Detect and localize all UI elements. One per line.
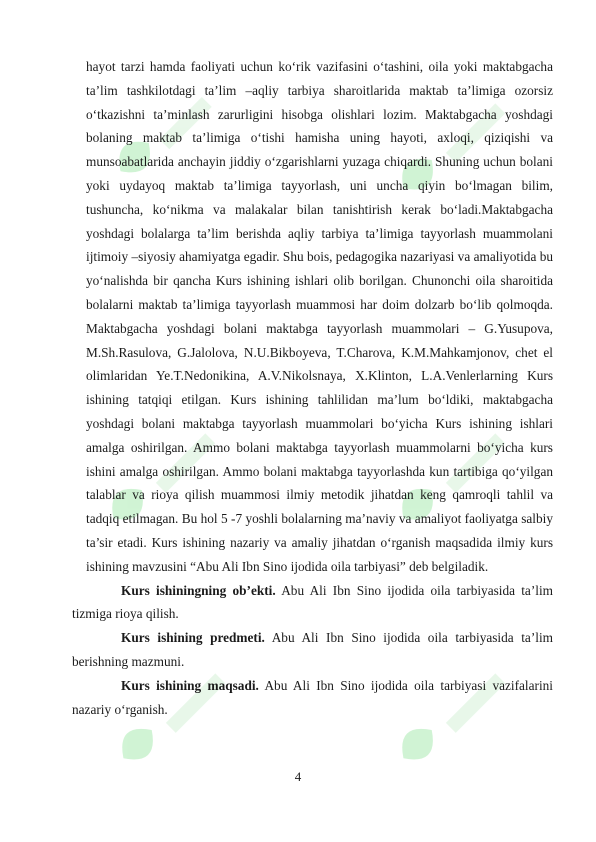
course-goal-paragraph	[72, 674, 553, 722]
main-paragraph: hayot tarzi hamda faoliyati uchun ko‘rik vazifasini o‘tashini, oila yoki maktabgacha ta’lim tashkilotdagi ta’lim –aqliy tarbiya sharoitlarida maktab ta’limiga ozorsiz o‘tkazishni ta’minlash zarurligini hisobga olishlari lozim. Maktabgacha yoshdagi bolaning maktab ta’limiga o‘tishi hamisha uning hayoti, axloqi, qiziqishi va munsoabatlarida anchayin jiddiy o‘zgarishlarni yuzaga chiqardi. Shuning uchun bolani yoki uydayoq maktab ta’limiga tayyorlash, uni uncha qiyin bo‘lmagan bilim, tushuncha, ko‘nikma va malakalar bilan tanishtirish kerak bo‘ladi.Maktabgacha yoshdagi bolalarga ta’lim berishda aqliy tarbiya ta’limiga tayyorlash muammolani ijtimoiy –siyosiy ahamiyatga egadir. Shu bois, pedagogika nazariyasi va amaliyotida bu yo‘nalishda bir qancha Kurs ishining ishlari olib borilgan. Chunonchi oila sharoitida bolalarni maktab ta’limiga tayyorlash muammosi har doim dolzarb bo‘lib qolmoqda. Maktabgacha yoshdagi bolani maktabga tayyorlash muammolari – G.Yusupova, M.Sh.Rasulova, G.Jalolova, N.U.Bikboyeva, T.Charova, K.M.Mahkamjonov, chet el olimlaridan Ye.T.Nedonikina, A.V.Nikolsnaya, X.Klinton, L.A.Venlerlarning Kurs ishining tatqiqi etilgan. Kurs ishining tahlilidan ma’lum bo‘ldiki, maktabgacha yoshdagi bolani maktabga tayyorlash muammolari bo‘yicha Kurs ishining ishlari amalga oshirilgan. Ammo bolani maktabga tayyorlash muammolarni bo‘yicha kurs ishini amalga oshirilgan. Ammo bolani maktabga tayyorlashda kun tartibiga qo‘yilgan talablar va rioya qilish muammosi ilmiy metodik jihatdan keng qamroqli tahlil va tadqiq etilmagan. Bu hol 5 -7 yoshli bolalarning ma’naviy va amaliyot faoliyatga salbiy ta’sir etadi. Kurs ishining nazariy va amaliy jihatdan o‘rganish maqsadida ilmiy kurs ishining mavzusini “Abu Ali Ibn Sino ijodida oila tarbiyasi” deb belgiladik.	[86, 59, 553, 574]
page-number: 4	[294, 769, 302, 784]
course-subject-label: Kurs ishining predmeti.	[121, 630, 265, 646]
course-goal-label: Kurs ishining maqsadi.	[121, 677, 259, 693]
course-object-label: Kurs ishiningning ob’ekti.	[121, 582, 276, 598]
course-goal-text: Abu Ali Ibn Sino ijodida oila tarbiyasi vazifalarini nazariy o‘rganish.	[72, 677, 553, 717]
course-subject-paragraph	[72, 626, 553, 674]
body-text	[72, 55, 553, 721]
course-object-paragraph	[72, 579, 553, 627]
course-object-text: Abu Ali Ibn Sino ijodida oila tarbiyasida ta’lim tizmiga rioya qilish.	[72, 582, 553, 622]
course-subject-text: Abu Ali Ibn Sino ijodida oila tarbiyasida ta’lim berishning mazmuni.	[72, 630, 553, 669]
